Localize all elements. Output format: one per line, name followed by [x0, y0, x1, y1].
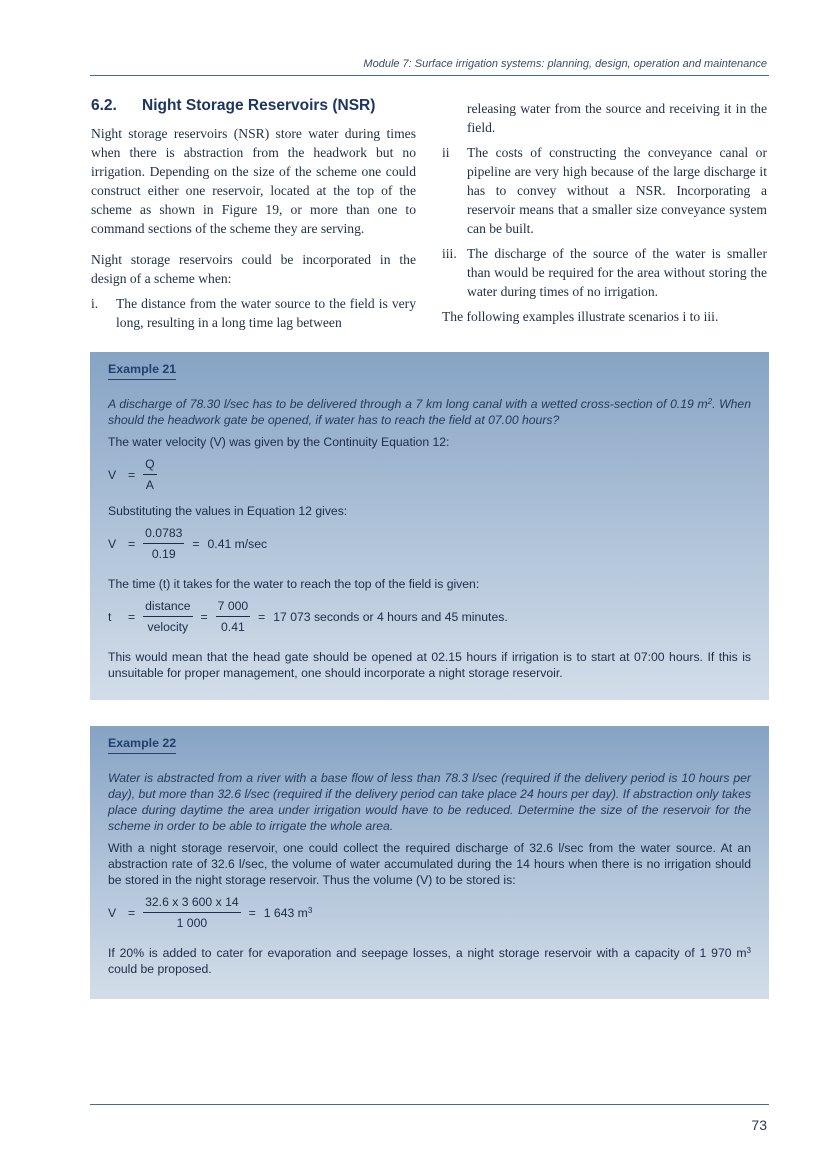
example-text: The time (t) it takes for the water to reach the top of the field is given:	[108, 577, 480, 591]
section-number: 6.2.	[91, 97, 117, 114]
fraction: $\frac{Q}{A}$	[145, 457, 155, 492]
example-box-22	[90, 726, 769, 999]
equation-time: t = $\frac{\text{distance}}{\text{velocity}}$ = $\frac{7 000}{0.41}$ = 17 073 seconds or 4 hours and 45 minutes.	[108, 599, 508, 634]
example-problem: A discharge of 78.30 l/sec has to be delivered through a 7 km long canal with a wetted cross-section of 0.19 $m^2$. When should the headwork gate be opened, if water has to reach the field at 07.00 hours?	[108, 397, 751, 427]
list-text-continued: releasing water from the source and receiving it in the field.	[467, 101, 767, 135]
fraction: $\frac{0.0783}{0.19}$	[145, 526, 183, 561]
example-title: Example 21	[108, 361, 176, 380]
list-item	[442, 244, 767, 301]
paragraph: The following examples illustrate scenarios i to iii.	[442, 309, 719, 324]
equation-continuity: V = $\frac{Q}{A}$	[108, 457, 155, 492]
header-rule	[90, 75, 769, 76]
right-column	[442, 99, 767, 338]
fraction: $\frac{32.6 x 3 600 x 14}{1 000}$	[145, 895, 239, 930]
example-text: Substituting the values in Equation 12 gives:	[108, 504, 348, 518]
example-text: This would mean that the head gate should be opened at 02.15 hours if irrigation is to start at 07:00 hours. If this is unsuitable for proper management, one should incorporate a night storage reservoir.	[108, 650, 751, 680]
list-marker: i.	[91, 296, 99, 311]
example-problem: Water is abstracted from a river with a base flow of less than 78.3 l/sec (required if the delivery period is 10 hours per day), but more than 32.6 l/sec (required if the delivery period can take place 24 hours per day). If abstraction only takes place during daytime the area under irrigation would have to be reduced. Determine the size of the reservoir for the scheme in order to be able to irrigate the whole area.	[108, 771, 751, 833]
list-text: The discharge of the source of the water is smaller than would be required for the area without storing the water during times of no irrigation.	[467, 246, 767, 299]
list-marker: iii.	[442, 246, 457, 261]
example-box-21	[90, 352, 769, 700]
example-title: Example 22	[108, 735, 176, 754]
equation-velocity: V = $\frac{0.0783}{0.19}$ = 0.41 m/sec	[108, 526, 268, 561]
section-heading	[91, 96, 416, 115]
left-column	[91, 96, 416, 338]
equation-volume: V = $\frac{32.6 x 3 600 x 14}{1 000}$ = 1 643 $m^3$	[108, 895, 313, 930]
list-marker: ii	[442, 145, 450, 160]
fraction: $\frac{7 000}{0.41}$	[217, 599, 249, 634]
list-text: The distance from the water source to the field is very long, resulting in a long time lag between	[116, 296, 416, 330]
section-title: Night Storage Reservoirs (NSR)	[142, 97, 376, 114]
running-header: Module 7: Surface irrigation systems: planning, design, operation and maintenance	[363, 58, 767, 70]
page-number: 73	[751, 1117, 767, 1133]
footer-rule	[90, 1104, 769, 1105]
example-text: The water velocity (V) was given by the Continuity Equation 12:	[108, 435, 450, 449]
fraction: $\frac{\text{distance}}{\text{velocity}}$	[145, 599, 191, 634]
example-text: If 20% is added to cater for evaporation and seepage losses, a night storage reservoir with a capacity of 1 970 $m^3$ could be proposed.	[108, 946, 751, 976]
paragraph: Night storage reservoirs could be incorporated in the design of a scheme when:	[91, 252, 416, 286]
example-text: With a night storage reservoir, one could collect the required discharge of 32.6 l/sec from the water source. At an abstraction rate of 32.6 l/sec, the volume of water accumulated during the 14 hours when there is no irrigation should be stored in the night storage reservoir. Thus the volume (V) to be stored is:	[108, 841, 751, 887]
list-text: The costs of constructing the conveyance canal or pipeline are very high because of the large discharge it has to convey without a NSR. Incorporating a reservoir means that a smaller size conveyance system can be built.	[467, 145, 767, 236]
list-item	[91, 294, 416, 332]
paragraph: Night storage reservoirs (NSR) store water during times when there is abstraction from the headwork but no irrigation. Depending on the size of the scheme one could construct either one reservoir, located at the top of the scheme as shown in Figure 19, or more than one to command sections of the scheme they are serving.	[91, 126, 416, 236]
list-item	[442, 143, 767, 238]
